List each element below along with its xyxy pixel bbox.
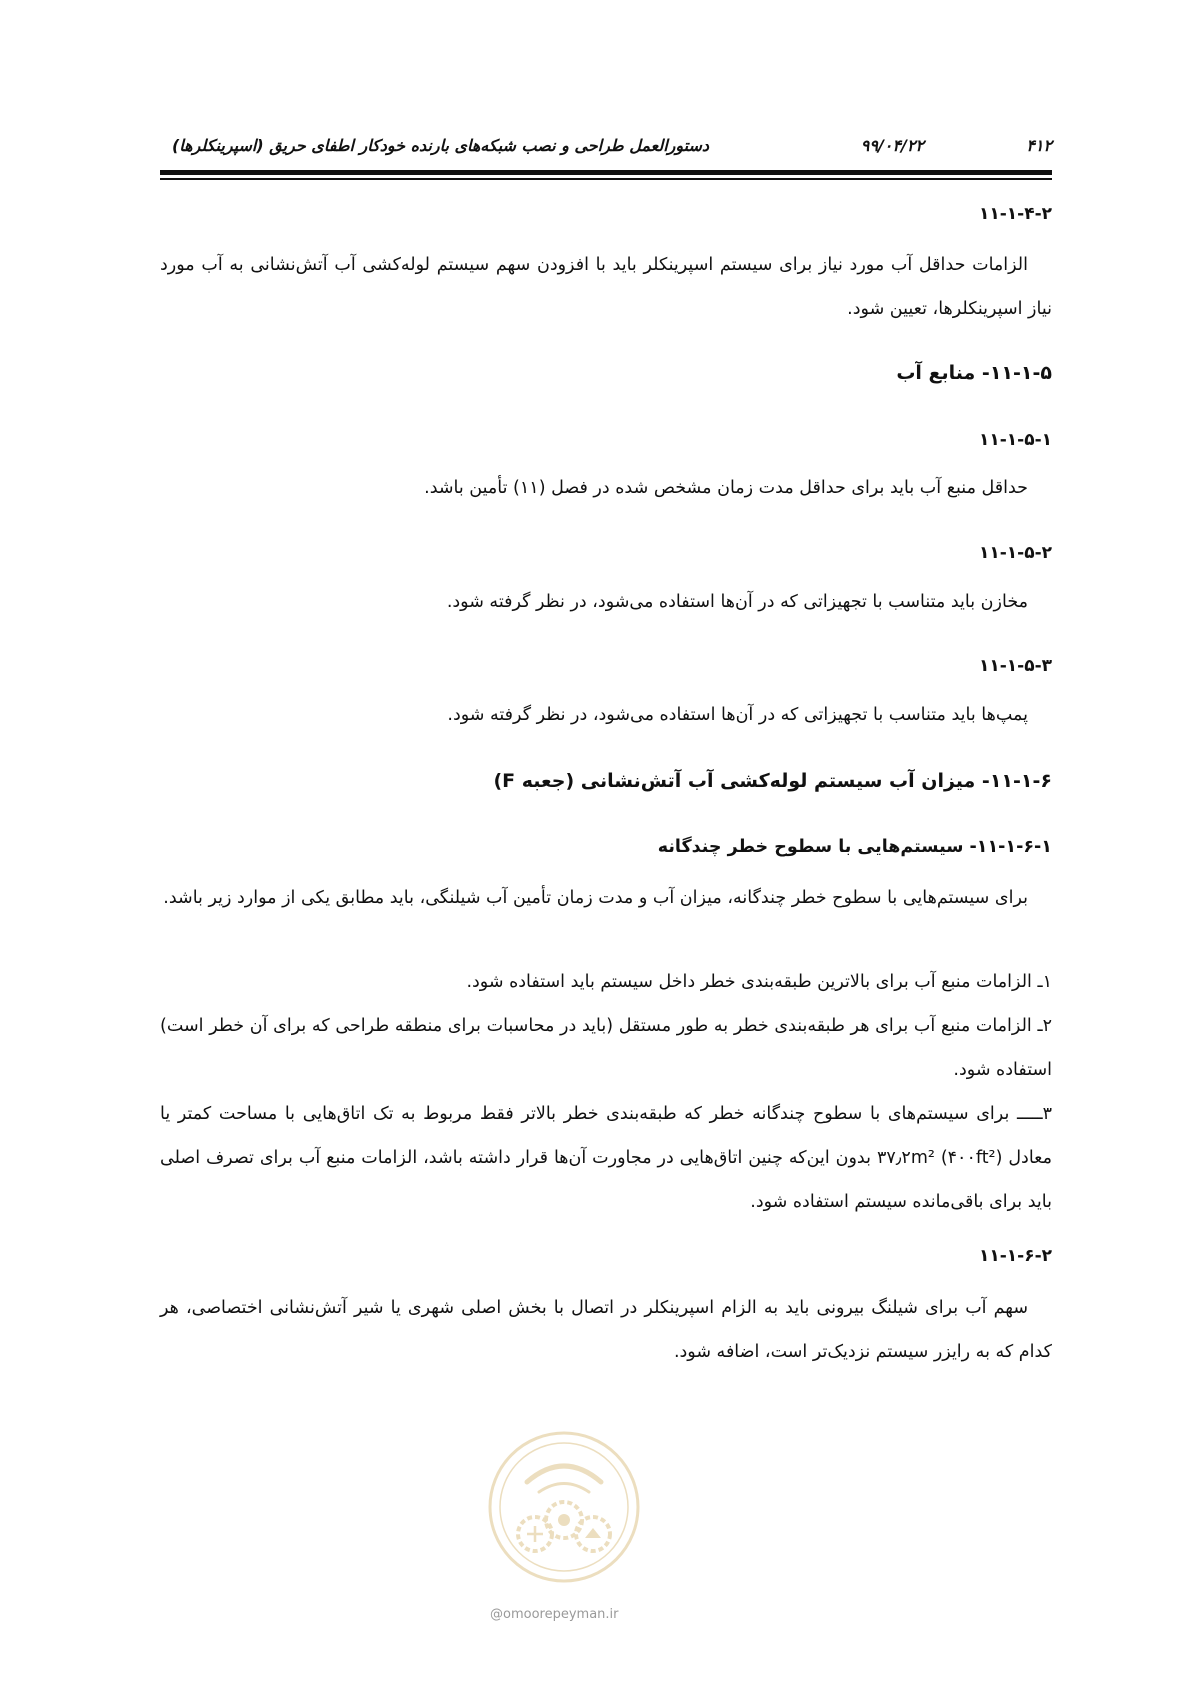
paragraph: حداقل منبع آب باید برای حداقل مدت زمان مشخص شده در فصل (۱۱) تأمین باشد. — [424, 478, 1028, 498]
list-item: ۳ـــــ برای سیستم‌های با سطوح چندگانه خطر که طبقه‌بندی خطر بالاتر فقط مربوط به تک اتاق‌هایی با مساحت کمتر یا معادل ۳۷٫۲m² (۴۰۰ft²) بدون این‌که چنین اتاق‌هایی در مجاورت آن‌ها قرار داشته باشد، الزامات منبع آب برای تصرف اصلی باید برای باقی‌مانده سیستم استفاده شود. — [160, 1104, 1053, 1212]
paragraph: الزامات حداقل آب مورد نیاز برای سیستم اسپرینکلر باید با افزودن سهم سیستم لوله‌کشی آب آتش‌نشانی به آب مورد نیاز اسپرینکلرها، تعیین شود. — [160, 255, 1052, 319]
section-code: ۱۱-۱-۵-۱ — [978, 430, 1052, 450]
header-rule-thick — [160, 170, 1052, 175]
header-rule-thin — [160, 178, 1052, 180]
section-code: ۱۱-۱-۵-۳ — [978, 656, 1052, 676]
section-code: ۱۱-۱-۴-۲ — [978, 204, 1052, 224]
section-code: ۱۱-۱-۶-۲ — [978, 1246, 1052, 1266]
page-number: ۴۱۲ — [1026, 136, 1052, 155]
section-heading: ۱۱-۱-۶- میزان آب سیستم لوله‌کشی آب آتش‌نشانی (جعبه F) — [493, 770, 1052, 792]
header-date: ۹۹/۰۴/۲۲ — [860, 136, 924, 155]
emblem-logo-icon — [487, 1430, 641, 1584]
paragraph: مخازن باید متناسب با تجهیزاتی که در آن‌ها استفاده می‌شود، در نظر گرفته شود. — [446, 592, 1028, 612]
footer-url: @omoorepeyman.ir — [490, 1607, 619, 1622]
list-item: ۱ـ الزامات منبع آب برای بالاترین طبقه‌بندی خطر داخل سیستم باید استفاده شود. — [466, 972, 1052, 992]
section-code: ۱۱-۱-۵-۲ — [978, 543, 1052, 563]
header-title: دستورالعمل طراحی و نصب شبکه‌های بارنده خودکار اطفای حریق (اسپرینکلرها) — [171, 136, 709, 155]
subsection-heading: ۱۱-۱-۶-۱- سیستم‌هایی با سطوح خطر چندگانه — [657, 837, 1052, 857]
paragraph: سهم آب برای شیلنگ بیرونی باید به الزام اسپرینکلر در اتصال با بخش اصلی شهری یا شیر آتش‌نشانی اختصاصی، هر کدام که به رایزر سیستم نزدیک‌تر است، اضافه شود. — [160, 1298, 1052, 1362]
page-header — [160, 132, 1052, 162]
paragraph: پمپ‌ها باید متناسب با تجهیزاتی که در آن‌ها استفاده می‌شود، در نظر گرفته شود. — [447, 705, 1028, 725]
list-item: ۲ـ الزامات منبع آب برای هر طبقه‌بندی خطر به طور مستقل (باید در محاسبات برای منطقه طراحی که برای آن خطر است) استفاده شود. — [160, 1016, 1052, 1080]
paragraph: برای سیستم‌هایی با سطوح خطر چندگانه، میزان آب و مدت زمان تأمین آب شیلنگی، باید مطابق یکی از موارد زیر باشد. — [163, 888, 1028, 908]
section-heading: ۱۱-۱-۵- منابع آب — [896, 362, 1052, 384]
